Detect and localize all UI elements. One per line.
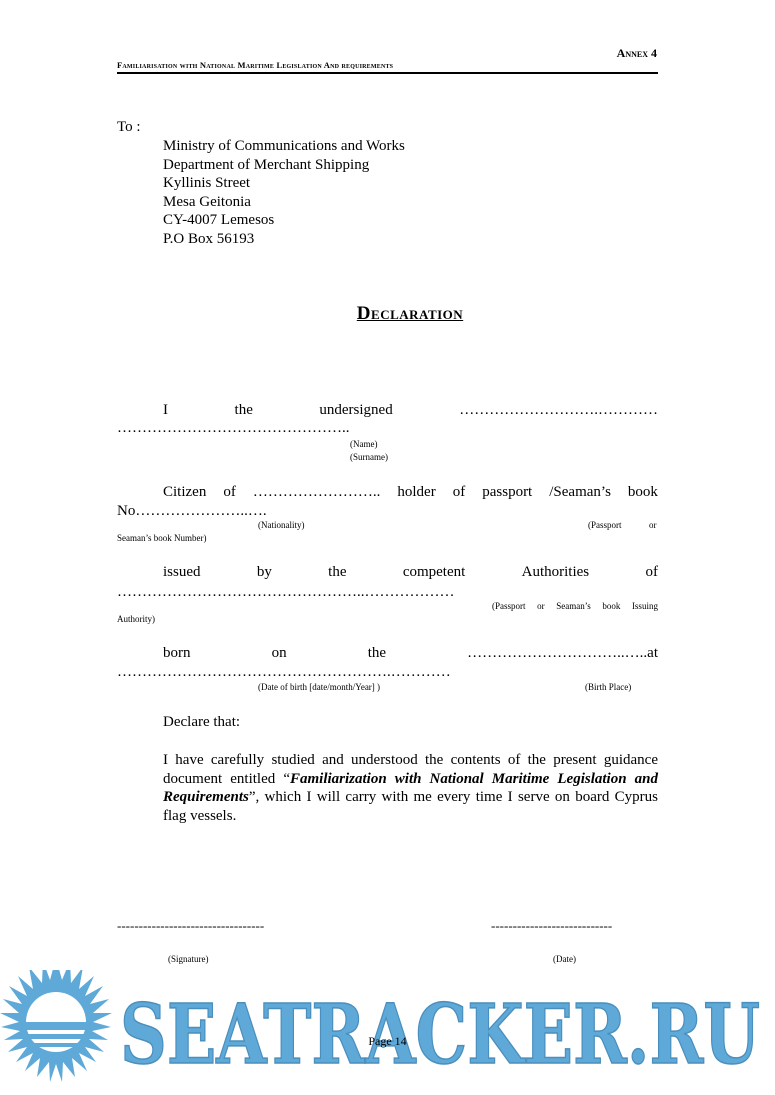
issued-line [163, 564, 658, 581]
address-line: Ministry of Communications and Works [163, 138, 405, 154]
word: of [452, 484, 466, 500]
statement-text: ”, which I will carry with me every time I serve on board Cyprus flag vessels. [163, 789, 658, 824]
word: the [234, 402, 253, 418]
word: or [537, 601, 545, 611]
passport-label-part: or [649, 520, 657, 530]
date-of-birth-label: (Date of birth [date/month/Year] ) [258, 682, 381, 692]
address-line: Kyllinis Street [163, 175, 251, 192]
word: the [328, 564, 347, 580]
address-block [163, 137, 405, 249]
address-line: P.O Box 56193 [163, 230, 255, 247]
word: Citizen [163, 484, 207, 500]
word: book [627, 484, 658, 500]
name-blank[interactable]: ……………………….………… [459, 402, 658, 418]
date-of-birth-blank[interactable]: …………………………..…..at [467, 645, 658, 661]
word: book [602, 601, 621, 611]
word: /Seaman’s [549, 484, 611, 500]
born-line [163, 645, 658, 662]
issuing-authority-label [492, 601, 658, 611]
statement-text: I have carefully studied and understood the contents of the present guidance document entitled “ [163, 752, 658, 787]
watermark-text: SEATRACKER.RU [120, 987, 760, 1083]
to-label: To : [117, 119, 141, 135]
nationality-label: (Nationality) [258, 520, 305, 530]
issuing-authority-blank[interactable]: …………………………………………..……………… [117, 584, 455, 600]
word: passport [482, 484, 533, 500]
annex-label: Annex 4 [616, 46, 657, 60]
birth-place-blank[interactable]: ……………………………………………….………… [117, 664, 451, 680]
address-line: CY-4007 Lemesos [163, 212, 275, 229]
page-number: Page 14 [368, 1034, 407, 1048]
guidance-document-title: Familiarization with National Maritime Legislation and Requirements [163, 770, 658, 805]
issuing-authority-label-end: Authority) [117, 614, 155, 624]
word: on [271, 645, 287, 661]
word: the [367, 645, 387, 661]
date-field[interactable]: ---------------------------- [491, 918, 613, 933]
word: issued [163, 564, 201, 580]
word: by [256, 564, 272, 580]
word: Issuing [631, 601, 658, 611]
birth-place-label: (Birth Place) [585, 682, 632, 692]
word: competent [402, 564, 466, 580]
surname-blank[interactable]: ……………………………………….. [117, 420, 350, 436]
address-line: Mesa Geitonia [163, 193, 251, 210]
passport-label-part: Seaman’s book Number) [117, 533, 207, 543]
word: Seaman’s [556, 601, 591, 611]
seatracker-watermark [0, 970, 775, 1095]
word: of [645, 564, 658, 580]
header-rule [117, 72, 658, 74]
declare-that-heading: Declare that: [163, 714, 241, 730]
document-header-title: Familiarisation with National Maritime Legislation And requirements [117, 60, 394, 70]
declaration-statement [163, 751, 658, 825]
date-label: (Date) [553, 954, 576, 964]
citizen-line [163, 484, 658, 501]
passport-label-part: (Passport [588, 520, 622, 530]
word: holder [397, 484, 436, 500]
word: undersigned [319, 402, 393, 418]
declaration-title: Declaration [356, 303, 464, 324]
word: born [163, 645, 191, 661]
word: (Passport [492, 601, 526, 611]
word: I [163, 402, 168, 418]
signature-field[interactable]: ---------------------------------- [117, 918, 265, 933]
word: of [223, 484, 236, 500]
passport-number-blank[interactable]: No…………………..…. [117, 503, 267, 519]
sun-logo-icon [0, 970, 112, 1082]
name-label: (Name) [350, 439, 378, 449]
address-line: Department of Merchant Shipping [163, 156, 370, 173]
surname-label: (Surname) [350, 452, 388, 462]
undersigned-line [163, 402, 658, 419]
nationality-blank[interactable]: …………………….. [252, 484, 381, 500]
word: Authorities [521, 564, 590, 580]
signature-label: (Signature) [168, 954, 209, 964]
